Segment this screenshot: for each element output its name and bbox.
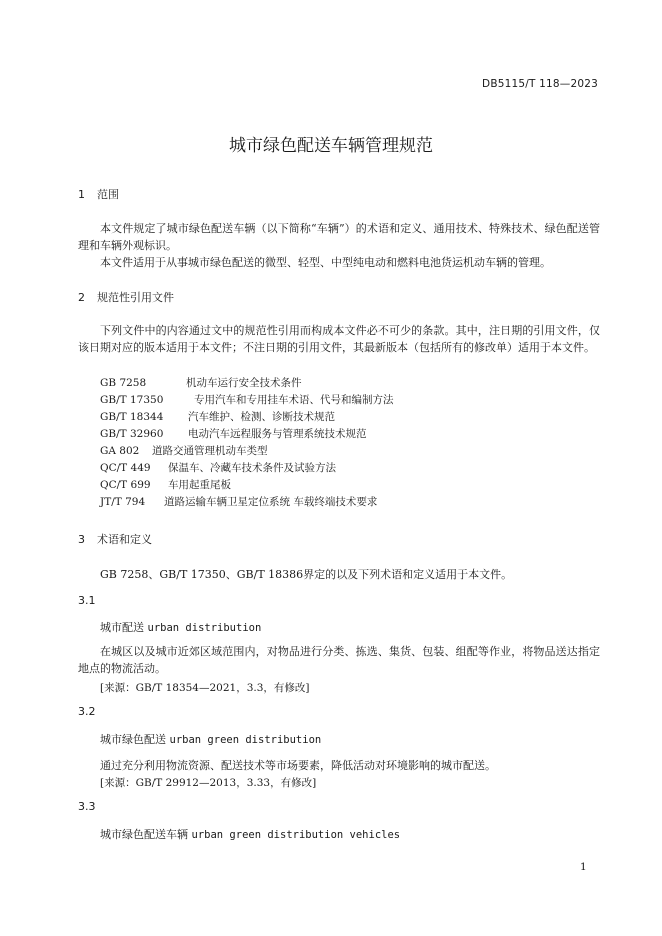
reference-item: [100, 477, 231, 492]
reference-item: [100, 426, 367, 441]
section-title: 术语和定义: [97, 533, 152, 546]
reference-title: 机动车运行安全技术条件: [186, 377, 302, 389]
reference-code: GA 802: [100, 445, 140, 457]
section-title: 规范性引用文件: [97, 291, 174, 304]
reference-item: [100, 392, 394, 407]
reference-code: GB/T 17350: [100, 394, 164, 406]
reference-item: [100, 375, 302, 390]
reference-item: [100, 460, 336, 475]
term-chinese: 城市绿色配送: [100, 733, 166, 746]
doc-code: DB5115/T 118—2023: [482, 78, 598, 90]
paragraph: 本文件规定了城市绿色配送车辆（以下简称“车辆”）的术语和定义、通用技术、特殊技术、绿色配送管理和车辆外观标识。: [78, 222, 600, 252]
reference-title: 保温车、冷藏车技术条件及试验方法: [168, 462, 336, 474]
term-number: 3.3: [78, 800, 96, 813]
page-title: 城市绿色配送车辆管理规范: [229, 136, 433, 156]
term-definition: 通过充分利用物流资源、配送技术等市场要素，降低活动对环境影响的城市配送。: [100, 759, 496, 772]
section-title: 范围: [97, 188, 119, 201]
term-source: [来源：GB/T 18354—2021，3.3，有修改]: [100, 682, 310, 694]
reference-code: GB 7258: [100, 377, 147, 389]
term-heading: [100, 619, 261, 635]
term-english: urban distribution: [147, 622, 262, 634]
reference-item: [100, 494, 377, 509]
reference-item: [100, 443, 268, 458]
term-number: 3.1: [78, 594, 96, 607]
reference-code: GB/T 18344: [100, 411, 164, 423]
section-2-heading: [78, 289, 174, 305]
term-english: urban green distribution vehicles: [191, 829, 401, 841]
paragraph: 下列文件中的内容通过文中的规范性引用而构成本文件必不可少的条款。其中，注日期的引用文件，仅该日期对应的版本适用于本文件；不注日期的引用文件，其最新版本（包括所有的修改单）适用于本文件。: [78, 324, 600, 354]
paragraph: GB 7258、GB/T 17350、GB/T 18386界定的以及下列术语和定义适用于本文件。: [100, 568, 513, 581]
term-number: 3.2: [78, 705, 96, 718]
section-number: 3: [78, 533, 85, 546]
reference-title: 道路交通管理机动车类型: [152, 445, 268, 457]
section-number: 2: [78, 291, 85, 304]
term-heading: [100, 731, 321, 747]
reference-title: 专用汽车和专用挂车术语、代号和编制方法: [194, 394, 394, 406]
term-chinese: 城市配送: [100, 621, 144, 634]
reference-title: 电动汽车远程服务与管理系统技术规范: [188, 428, 367, 440]
term-heading: [100, 826, 400, 842]
reference-item: [100, 409, 335, 424]
reference-title: 道路运输车辆卫星定位系统 车载终端技术要求: [164, 496, 378, 508]
reference-code: QC/T 699: [100, 479, 151, 491]
reference-code: GB/T 32960: [100, 428, 164, 440]
paragraph: 本文件适用于从事城市绿色配送的微型、轻型、中型纯电动和燃料电池货运机动车辆的管理。: [100, 256, 551, 269]
reference-code: JT/T 794: [100, 496, 146, 508]
reference-code: QC/T 449: [100, 462, 151, 474]
term-english: urban green distribution: [169, 734, 322, 746]
reference-title: 汽车维护、检测、诊断技术规范: [188, 411, 335, 423]
term-definition: 在城区以及城市近郊区域范围内，对物品进行分类、拣选、集货、包装、组配等作业，将物品送达指定地点的物流活动。: [78, 645, 600, 675]
page-number: 1: [580, 861, 587, 873]
term-source: [来源：GB/T 29912—2013，3.33，有修改]: [100, 777, 317, 789]
reference-title: 车用起重尾板: [168, 479, 231, 491]
section-number: 1: [78, 188, 85, 201]
section-3-heading: [78, 531, 152, 547]
section-1-heading: [78, 186, 119, 202]
term-chinese: 城市绿色配送车辆: [100, 828, 188, 841]
